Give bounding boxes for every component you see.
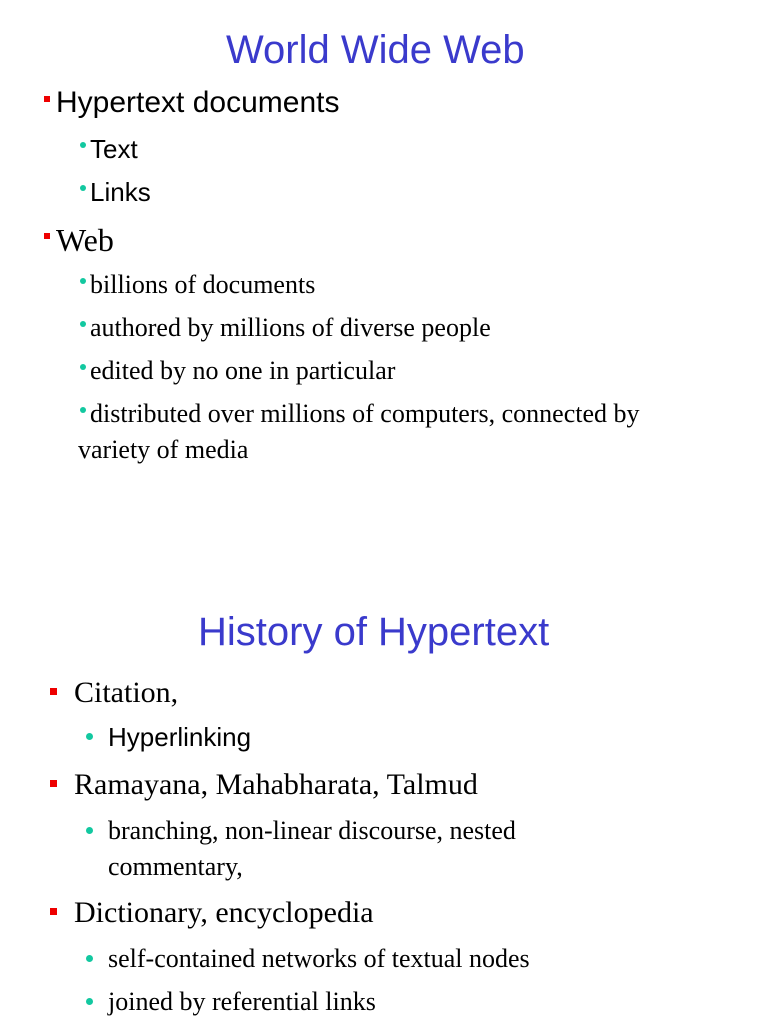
- teal-dot-bullet-icon: [86, 998, 93, 1005]
- bullet-text: Web: [56, 222, 114, 258]
- bullet-text: Ramayana, Mahabharata, Talmud: [74, 768, 478, 801]
- bullet-text-continuation: variety of media: [78, 435, 249, 464]
- red-square-bullet-icon: [50, 688, 57, 695]
- teal-dot-bullet-icon: [86, 827, 93, 834]
- teal-dot-bullet-icon: [80, 142, 86, 148]
- bullet-text: authored by millions of diverse people: [90, 313, 491, 342]
- bullet-text: Citation,: [74, 676, 179, 709]
- slide-title: History of Hypertext: [198, 610, 550, 654]
- bullet-text-continuation: commentary,: [108, 852, 243, 881]
- slide-title: World Wide Web: [226, 28, 525, 72]
- bullet-text: distributed over millions of computers, connected by: [90, 399, 640, 428]
- red-square-bullet-icon: [50, 908, 57, 915]
- teal-dot-bullet-icon: [80, 185, 86, 191]
- bullet-text: Dictionary, encyclopedia: [74, 896, 374, 929]
- teal-dot-bullet-icon: [80, 321, 86, 327]
- teal-dot-bullet-icon: [80, 364, 86, 370]
- bullet-text: Text: [90, 134, 138, 164]
- teal-dot-bullet-icon: [80, 278, 86, 284]
- bullet-text: Links: [90, 177, 151, 207]
- bullet-text: Hypertext documents: [56, 86, 340, 119]
- red-square-bullet-icon: [44, 233, 50, 239]
- teal-dot-bullet-icon: [86, 955, 93, 962]
- slide-history-of-hypertext: [0, 590, 768, 1024]
- bullet-text: self-contained networks of textual nodes: [108, 944, 530, 973]
- bullet-text: Hyperlinking: [108, 722, 252, 752]
- bullet-text: joined by referential links: [108, 987, 376, 1016]
- red-square-bullet-icon: [44, 96, 50, 102]
- teal-dot-bullet-icon: [80, 407, 86, 413]
- bullet-text: billions of documents: [90, 270, 316, 299]
- bullet-text: edited by no one in particular: [90, 356, 396, 385]
- bullet-text: branching, non-linear discourse, nested: [108, 816, 516, 845]
- red-square-bullet-icon: [50, 780, 57, 787]
- slide-world-wide-web: [0, 0, 768, 500]
- teal-dot-bullet-icon: [86, 733, 93, 740]
